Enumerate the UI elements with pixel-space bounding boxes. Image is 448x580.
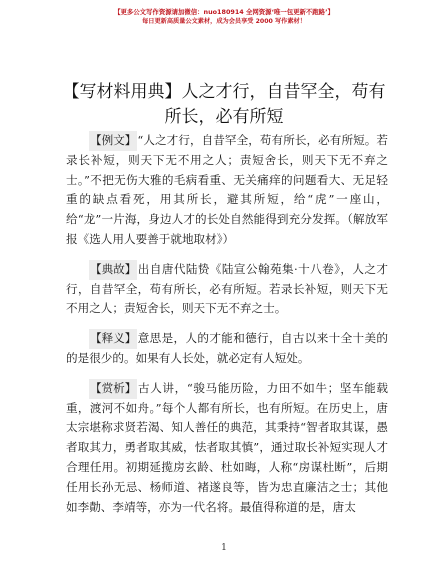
banner-line-2: 每日更新高质量公文素材，成为会员享受 2000 写作素材！ [142, 18, 306, 25]
header-banner [0, 7, 448, 27]
banner-line-1: 【更多公文写作资源请加微信：nuo180914 全网资源‘唯一包更新不跑路’】 [114, 8, 334, 16]
paragraph-text: “人之才行，自昔罕全，苟有所长，必有所短。若录长补短，则天下无不用之人；责短舍长，则天下无不弃之士。”不把无伤大雅的毛病看重、无关痛痒的问题看大、无足轻重的缺点看死，用其所长，避其所短，给“虎”一座山，给“龙”一片海，身边人才的长处自然能得到充分发挥。（解放军报《选人用人要善于就地取材》） [66, 133, 388, 246]
paragraph-tag: 【例文】 [89, 131, 137, 151]
paragraph-text: 意思是，人的才能和德行，自古以来十全十美的的是很少的。如果有人长处，就必定有人短处。 [66, 331, 388, 365]
document-title: 【写材料用典】人之才行，自昔罕全，苟有所长，必有所短 [62, 82, 386, 127]
paragraph-appreciation [66, 379, 388, 518]
page-number: 1 [221, 543, 227, 553]
paragraph-tag: 【赏析】 [89, 379, 137, 399]
paragraph-tag: 【释义】 [89, 329, 137, 349]
paragraph-text: 出自唐代陆贽《陆宣公翰苑集·十八卷》，人之才行，自昔罕全，苟有所长，必有所短。若录长补短，则天下无不用之人；责短舍长，则天下无不弃之士。 [66, 261, 388, 316]
document-body [66, 131, 388, 527]
paragraph-meaning [66, 329, 388, 369]
paragraph-allusion [66, 260, 388, 319]
paragraph-example [66, 131, 388, 250]
paragraph-tag: 【典故】 [89, 260, 137, 280]
paragraph-text: 古人讲，“骏马能历险，力田不如牛；坚车能载重，渡河不如舟。”每个人都有所长，也有所短。在历史上，唐太宗堪称求贤若渴、知人善任的典范，其秉持“智者取其谋，愚者取其力，勇者取其威，怯者取其慎”，通过取长补短实现人才合理任用。初期延揽房玄龄、杜如晦，人称“房谋杜断”，后期任用长孙无忌、杨师道、褚遂良等，皆为忠直廉洁之士；其他如李勣、李靖等，亦为一代名将。最值得称道的是，唐太 [66, 380, 388, 514]
